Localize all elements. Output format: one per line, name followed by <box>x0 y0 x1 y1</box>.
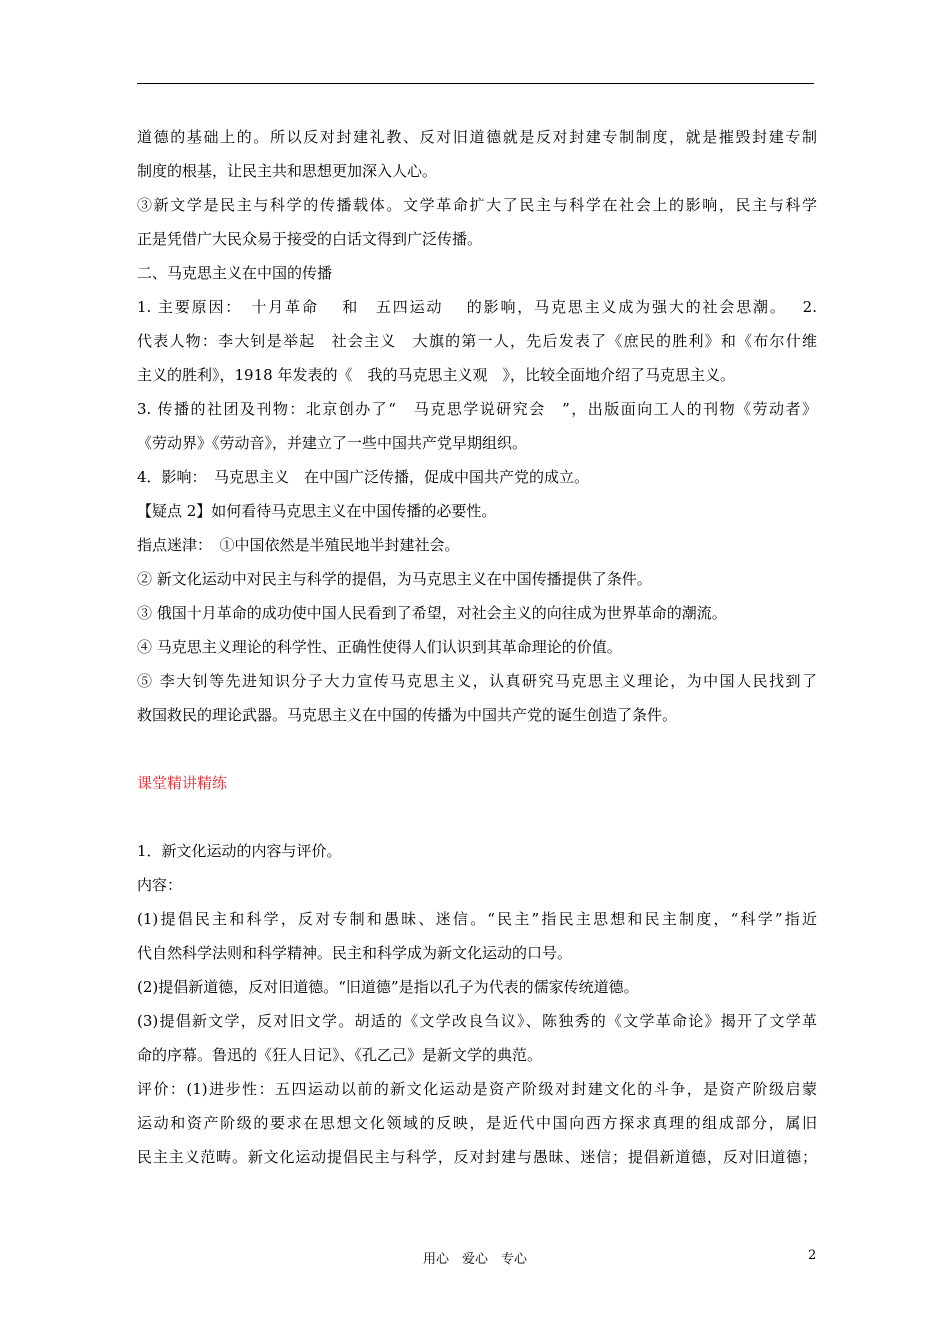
paragraph-line: 指点迷津： ①中国依然是半殖民地半封建社会。 <box>137 536 460 554</box>
paragraph-line: 评价：(1)进步性：五四运动以前的新文化运动是资产阶级对封建文化的斗争，是资产阶级启蒙 <box>137 1080 817 1098</box>
classroom-heading: 课堂精讲精练 <box>137 774 228 792</box>
list-item: ② 新文化运动中对民主与科学的提倡，为马克思主义在中国传播提供了条件。 <box>137 570 652 588</box>
paragraph-line: 救国救民的理论武器。马克思主义在中国的传播为中国共产党的诞生创造了条件。 <box>137 706 678 724</box>
document-body <box>137 120 817 1174</box>
paragraph-line: 制度的根基，让民主共和思想更加深入人心。 <box>137 162 438 180</box>
paragraph-line: 命的序幕。鲁迅的《狂人日记》、《孔乙己》是新文学的典范。 <box>137 1046 543 1064</box>
paragraph-line: 3. 传播的社团及刊物：北京创办了“ 马克思学说研究会 ”，出版面向工人的刊物《劳动者》 <box>137 400 817 418</box>
list-item: ③ 俄国十月革命的成功使中国人民看到了希望，对社会主义的向往成为世界革命的潮流。 <box>137 604 727 622</box>
list-item: ⑤ 李大钊等先进知识分子大力宣传马克思主义，认真研究马克思主义理论，为中国人民找到了 <box>137 672 817 690</box>
header-rule <box>137 83 814 84</box>
page-number: 2 <box>808 1248 817 1263</box>
exercise-title: 1．新文化运动的内容与评价。 <box>137 842 342 860</box>
paragraph-line: 代表人物：李大钊是举起 社会主义 大旗的第一人，先后发表了《庶民的胜利》和《布尔什维 <box>137 332 817 350</box>
paragraph-line: 代自然科学法则和科学精神。民主和科学成为新文化运动的口号。 <box>137 944 573 962</box>
spacer <box>137 732 817 766</box>
paragraph-line: 正是凭借广大民众易于接受的白话文得到广泛传播。 <box>137 230 483 248</box>
spacer <box>137 800 817 834</box>
paragraph-line: 4．影响： 马克思主义 在中国广泛传播，促成中国共产党的成立。 <box>137 468 590 486</box>
paragraph-line: ③新文学是民主与科学的传播载体。文学革命扩大了民主与科学在社会上的影响，民主与科学 <box>137 196 817 214</box>
paragraph-line: 运动和资产阶级的要求在思想文化领域的反映，是近代中国向西方探求真理的组成部分，属旧 <box>137 1114 817 1132</box>
section-heading: 二、马克思主义在中国的传播 <box>137 264 333 282</box>
paragraph-line: (1)提倡民主和科学，反对专制和愚昧、迷信。“民主”指民主思想和民主制度，“科学”指近 <box>137 910 817 928</box>
paragraph-line: 道德的基础上的。所以反对封建礼教、反对旧道德就是反对封建专制制度，就是摧毁封建专制 <box>137 128 817 146</box>
paragraph-line: 1. 主要原因： 十月革命 和 五四运动 的影响，马克思主义成为强大的社会思潮。 2. <box>137 298 817 316</box>
paragraph-line: (2)提倡新道德，反对旧道德。“旧道德”是指以孔子为代表的儒家传统道德。 <box>137 978 639 996</box>
paragraph-line: 《劳动界》《劳动音》，并建立了一些中国共产党早期组织。 <box>137 434 528 452</box>
footer-motto: 用心 爱心 专心 <box>422 1252 527 1267</box>
doubt-point-heading: 【疑点 2】如何看待马克思主义在中国传播的必要性。 <box>137 502 497 520</box>
paragraph-line: 内容： <box>137 876 183 894</box>
paragraph-line: (3)提倡新文学，反对旧文学。胡适的《文学改良刍议》、陈独秀的《文学革命论》揭开了文学革 <box>137 1012 817 1030</box>
paragraph-line: 主义的胜利》，1918 年发表的《 我的马克思主义观 》，比较全面地介绍了马克思主义。 <box>137 366 735 384</box>
paragraph-line: 民主主义范畴。新文化运动提倡民主与科学，反对封建与愚昧、迷信；提倡新道德，反对旧道德； <box>137 1148 817 1166</box>
list-item: ④ 马克思主义理论的科学性、正确性使得人们认识到其革命理论的价值。 <box>137 638 622 656</box>
